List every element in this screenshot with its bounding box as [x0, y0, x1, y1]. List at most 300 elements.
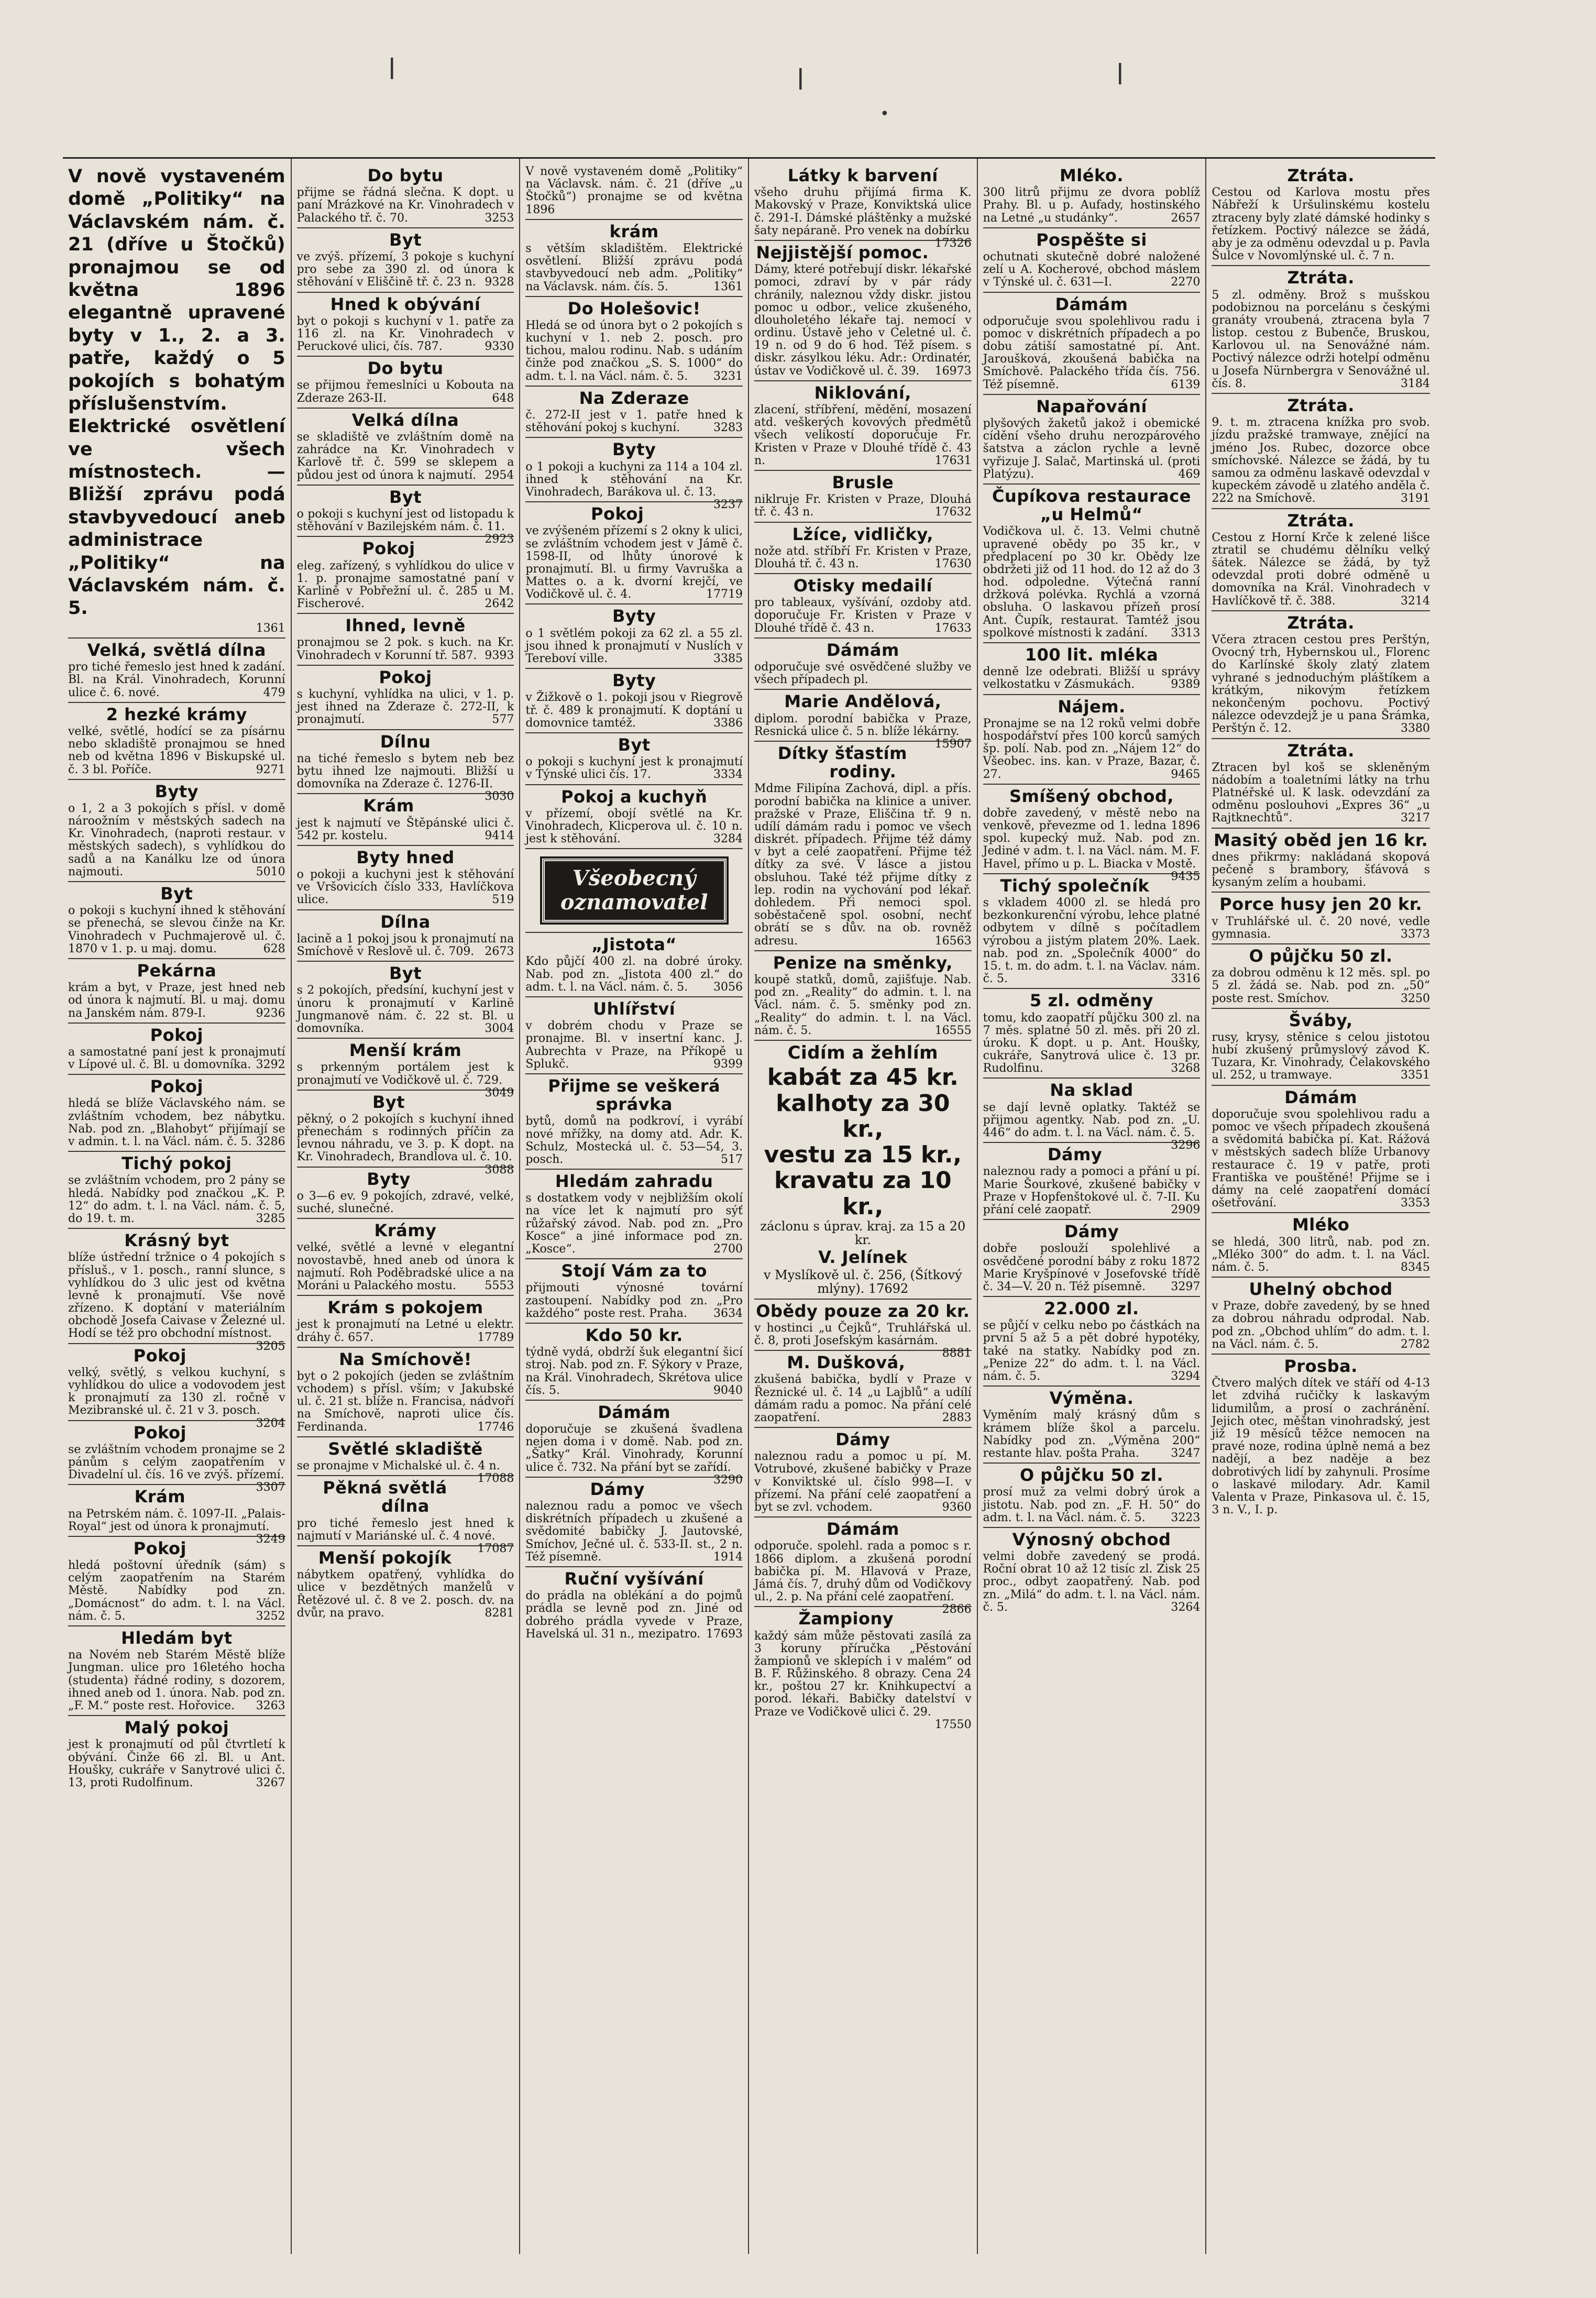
- ad-ref-number: 3351: [1400, 1069, 1430, 1082]
- column-4: [749, 159, 978, 2254]
- ad-ref-number: 2782: [1400, 1337, 1430, 1351]
- classified-ad: [1212, 1213, 1430, 1278]
- ad-heading: Pokoj: [591, 504, 644, 524]
- ad-heading: Lžíce, vidličky,: [792, 524, 934, 544]
- banner-line-2: oznamovatel: [560, 890, 708, 915]
- classified-ad: [296, 1437, 514, 1486]
- ad-ref-number: 9393: [485, 648, 514, 662]
- classified-ad: [525, 604, 743, 669]
- classified-ad: [525, 669, 743, 733]
- classified-ad: [297, 962, 514, 1039]
- classified-ad: [525, 785, 743, 850]
- classified-ad: [754, 639, 972, 690]
- classified-ad: [754, 1351, 972, 1428]
- ad-heading: Pekárna: [137, 960, 217, 981]
- ad-ref-number: 3294: [1171, 1370, 1201, 1383]
- ad-body: týdně vydá, obdrží šuk elegantní šicí stroj. Nab. pod zn. F. Sýkory v Praze, na Král. Vinohradech, Skrétova ulice čís. 5. 9040: [525, 1346, 743, 1397]
- ad-body: koupě statků, domů, zajišťuje. Nab. pod zn. „Reality“ do admin. t. l. na Václ. nám. č. 5. směnky pod zn. „Reality“ do admin. t. l. na Václ. nám. č. 5. 16555: [754, 973, 972, 1037]
- ad-body: velké, světlé a levné v elegantní novostavbě, hned aneb od února k najmutí. Roh Poděbradské ulice a na Moráni u Palackého mostu. 5553: [296, 1241, 514, 1292]
- ad-body: dnes přikrmy: nakládaná skopová pečeně s brambory, šťávová s kysaným zelím a houbami.: [1212, 850, 1430, 889]
- classified-ad: [525, 1259, 743, 1324]
- classified-ad: [525, 933, 743, 997]
- ad-body: naleznou rady a pomoci a přání u pí. Marie Šourkové, zkušené babičky v Praze v Hopfenštokové ul. č. 7-II. Ku přání celé zaopatř. 2909: [983, 1165, 1201, 1216]
- ad-ref-number: 17632: [934, 505, 972, 519]
- ad-heading: Krám s pokojem: [327, 1298, 483, 1318]
- classified-ad: [1212, 266, 1430, 394]
- ad-ref-number: 3253: [485, 211, 514, 225]
- lead-ad-text: V nově vystaveném domě „Politiky“ na Václavském nám. č. 21 (dříve u Štočků) pronajmou se od května 1896 elegantně upravené byty v 1., 2. a 3. patře, každý o 5 pokojích s bohatým příslušenstvím. Elektrické osvětlení ve všech místnostech. — Bližší zprávu podá stavbyvedoucí aneb administrace „Politiky“ na Václavském nám. č. 5.: [68, 166, 285, 619]
- classified-ad: [754, 1428, 972, 1518]
- ad-ref-number: 5010: [256, 865, 285, 878]
- ad-body: Pronajme se na 12 roků velmi dobře hospodářství přes 100 korců samých šp. polí. Nab. pod zn. „Nájem 12“ do Všeobec. ins. kan. v Praze, Bazar, č. 27. 9465: [983, 717, 1201, 781]
- ad-heading: Kdo 50 kr.: [585, 1325, 683, 1345]
- ad-body: tomu, kdo zaopatří půjčku 300 zl. na 7 měs. splatné 50 zl. měs. při 20 zl. úroku. K dopt. u p. Ant. Houšky, cukráře, Sanytrová ulice č. 13 pr. Rudolfinu. 3268: [983, 1011, 1201, 1075]
- classified-ad: [983, 1528, 1201, 1617]
- ad-heading: Ihned, levně: [345, 615, 466, 636]
- ad-heading: Krám: [363, 796, 414, 816]
- classified-ad: [754, 1300, 972, 1360]
- ad-body: v Žižkově o 1. pokoji jsou v Riegrově tř. č. 489 k pronajmutí. K doptání u domovnice tamtéž. 3386: [525, 691, 743, 730]
- classified-ad: [1212, 1355, 1430, 1519]
- ad-heading: Tichý společník: [1000, 875, 1150, 896]
- ad-ref-number: 15907: [934, 737, 972, 751]
- ad-body: o pokoji s kuchyní jest k pronajmutí v Týnské ulici čís. 17. 3334: [525, 755, 743, 782]
- ad-ref-number: 9465: [1171, 767, 1201, 781]
- ad-heading: 100 lit. mléka: [1025, 645, 1159, 665]
- ad-heading: Na Smíchově!: [339, 1349, 472, 1369]
- ad-heading: Světlé skladiště: [328, 1438, 483, 1459]
- classified-ad: [68, 1344, 285, 1430]
- ad-ref-number: 3268: [1171, 1062, 1201, 1075]
- ad-body: o pokoji s kuchyní jest od listopadu k stěhování v Bazilejském nám. č. 11. 2923: [296, 507, 514, 546]
- ad-ref-number: 16555: [934, 1024, 972, 1037]
- ad-body: blíže ústřední tržnice o 4 pokojích s přísluš., v 1. posch., ranní slunce, s vyhlídkou do 3 ulic jest od května levně k pronajmutí. Vše nově zřízeno. K doptání v materiálním obchodě Josefa Caivase v Železné ul. Hodí se též pro obchodní místnost. 3205: [68, 1251, 285, 1353]
- ad-heading: Dámy: [835, 1430, 890, 1450]
- ad-body: se půjčí v celku nebo po částkách na první 5 až 5 a pět dobré hypotéky, také na statky. Nabídky pod zn. „Penize 22“ do adm. t. l. na Václ. nám. č. 5. 3294: [983, 1319, 1201, 1383]
- classified-ad: [983, 228, 1201, 293]
- ad-ref-number: 3385: [713, 652, 743, 665]
- column-1: [63, 159, 292, 2254]
- ad-heading: Marie Andělová,: [784, 691, 942, 712]
- ad-body: 5 zl. odměny. Brož s mušskou podobiznou na porcelánu s českými granáty vroubená, ztracena byla 7 listop. cestou z Bubenče, Bruskou, Karlovou ul. na Senovážné nám. Poctivý nálezce održi hotelpí odměnu u Josefa Nürnbergra v Senovážné ul. čís. 8. 3184: [1212, 288, 1430, 390]
- ad-heading: „Jistota“: [591, 934, 677, 955]
- ad-body: o 3—6 ev. 9 pokojích, zdravé, velké, suché, slunečné.: [296, 1189, 514, 1215]
- ad-heading: Penize na směnky,: [773, 952, 953, 973]
- ad-heading: Pěkná světlá dílna: [323, 1478, 447, 1516]
- ad-body: krám a byt, v Praze, jest hned neb od února k najmutí. Bl. u maj. domu na Janském nám. 879-I. 9236: [68, 981, 285, 1020]
- ad-heading: Pokoj: [133, 1538, 186, 1558]
- classified-ad: [754, 471, 972, 523]
- ad-body: Mdme Filipína Zachová, dipl. a přís. porodní babička na klinice a univer. pražské v Praze, Eliščina tř. 9 n. udílí dámám radu i pomoc ve všech diskrét. případech. Přijme též dámy v byt a celé zaopatření. Přijme též dítky za své. V lásce a jistou obsluhou. Také též přijme dítky z lep. rodin na vychování pod lékař. dohledem. Při nemoci spol. soběstačeně spol. osobní, nechť obrátí se s dův. na ob. rovněž adresu. 16563: [754, 782, 972, 948]
- ad-heading: Ztráta.: [1287, 510, 1355, 531]
- ad-body: o pokoji a kuchyni jest k stěhování ve Vršovicích číslo 333, Havlíčkova ulice. 519: [296, 868, 514, 907]
- mark-1: ǀ: [388, 52, 397, 86]
- ad-heading: Byty: [612, 439, 656, 460]
- ad-heading: Stojí Vám za to: [561, 1261, 707, 1281]
- ad-heading: Dítky šťastím rodiny.: [777, 743, 907, 782]
- ad-heading: Uhelný obchod: [1249, 1279, 1393, 1300]
- ad-body: ochutnati skutečně dobré naložené zelí u A. Kocherové, obchod máslem v Týnské ul. č. 631—I. 2270: [983, 250, 1201, 289]
- ad-heading: O půjčku 50 zl.: [1249, 945, 1393, 966]
- ad-body: na Novém neb Starém Městě blíže Jungman. ulice pro 16letého hocha (studenta) řádné rodiny, s dozorem, ihned aneb od 1. února. Nab. pod zn. „F. M.“ poste rest. Hořovice. 3263: [68, 1648, 285, 1712]
- classified-ad: [297, 537, 514, 614]
- ad-ref-number: 517: [720, 1152, 743, 1166]
- ad-body: na Petrském nám. č. 1097-II. „Palais-Royal“ jest od února k pronajmutí. 3249: [68, 1507, 285, 1546]
- classified-ad: [525, 1170, 743, 1259]
- ad-ref-number: 3290: [713, 1473, 743, 1487]
- ad-heading: Žampiony: [798, 1609, 894, 1629]
- ad-heading: Uhlířství: [593, 999, 676, 1019]
- classified-ad: [297, 1546, 514, 1622]
- classified-ad: [68, 703, 285, 780]
- classified-ad: [68, 1716, 285, 1792]
- ad-body: Vyměním malý krásný dům s krámem blíže škol a parcelu. Nabídky pod zn. „Výměna 200“ restante hlav. pošta Praha. 3247: [983, 1409, 1201, 1460]
- ad-ref-number: 3250: [1400, 992, 1430, 1005]
- ad-ref-number: 3263: [256, 1699, 285, 1712]
- ad-ref-number: 9040: [713, 1383, 743, 1397]
- ad-ref-number: 17550: [934, 1718, 972, 1731]
- classified-ad: [297, 666, 514, 730]
- ad-ref-number: 2954: [485, 468, 514, 482]
- ad-heading: Mléko: [1292, 1215, 1350, 1235]
- ad-body: rusy, krysy, stěnice s celou jistotou hubí zkušený průmyslový závod K. Tuzara, Kr. Vinohrady, Čelakovského ul. 252, u tramwaye. 3351: [1212, 1030, 1430, 1082]
- ad-ref-number: 17746: [477, 1420, 514, 1434]
- ad-heading: Pokoj: [133, 1422, 186, 1443]
- classified-ad: [68, 882, 285, 959]
- classified-ad: [525, 1567, 743, 1643]
- price-line: kalhoty za 30 kr.,: [776, 1090, 950, 1142]
- ad-heading: Cidím a žehlím: [787, 1042, 939, 1063]
- ad-body: zlacení, stříbření, mědění, mosazení atd. veškerých kovových předmětů všech velikostí doporučuje Fr. Kristen v Praze v Dlouhé třídě č. 43 n. 17631: [754, 403, 972, 467]
- ad-heading: Ztráta.: [1287, 268, 1355, 288]
- ad-heading: Pokoj: [362, 538, 415, 559]
- classified-ad: [754, 742, 972, 951]
- ad-body: pro tiché řemeslo jest hned k zadání. Bl. na Král. Vinohradech, Korunní ulice č. 6. nové. 479: [68, 661, 285, 699]
- classified-ad: [1212, 1278, 1430, 1355]
- ad-ref-number: 6139: [1171, 378, 1201, 391]
- classified-ad: [297, 910, 514, 962]
- ad-ref-number: 3264: [1171, 1600, 1201, 1614]
- ad-body: přijmouti výnosné tovární zastoupení. Nabídky pod zn. „Pro každého“ poste rest. Praha. 3634: [525, 1281, 743, 1320]
- ad-body: naleznou radu a pomoc ve všech diskrétních případech u zkušené a svědomité babičky J. Jautovské, Smíchov, Ječné ul. č. 533-II. st., 2 n. Též písemně. 1914: [525, 1500, 743, 1564]
- column-5: [978, 159, 1207, 2254]
- ad-ref-number: 1361: [713, 280, 743, 293]
- curtain-price: záclonu s úprav. kraj. za 15 a 20 kr.: [760, 1218, 966, 1248]
- mark-2: ǀ: [796, 63, 805, 97]
- classified-ad: [983, 1464, 1201, 1528]
- ad-heading: Byt: [160, 884, 193, 904]
- ad-heading: Menší pokojík: [318, 1547, 452, 1568]
- classified-ad: [297, 409, 514, 486]
- ad-ref-number: 2642: [485, 597, 514, 611]
- ad-body: Cestou z Horní Krče k zelené lišce ztratil se chudému dělníku velký šátek. Nálezce se žádá, by tyž odevzdal proti dobré odměně u domovníka na Král. Vinohradech v Havlíčkově tř. č. 388. 3214: [1212, 531, 1430, 608]
- ad-heading: Dámy: [590, 1479, 645, 1499]
- ad-body: eleg. zařízený, s vyhlídkou do ulice v 1. p. pronajme samostatné paní v Karlině v Pobřežní ul. č. 285 u M. Fischerové. 2642: [296, 559, 514, 611]
- ad-ref-number: 17633: [934, 621, 972, 635]
- ad-ref-number: 9330: [485, 340, 514, 354]
- ad-heading: Pokoj: [150, 1025, 203, 1045]
- classified-ad: [754, 164, 972, 250]
- column-6: [1206, 159, 1435, 2254]
- ad-body: a samostatné paní jest k pronajmutí v Lípové ul. č. Bl. u domovníka. 3292: [68, 1045, 285, 1072]
- ad-heading: 22.000 zl.: [1044, 1299, 1139, 1319]
- ad-heading: Čupíkova restaurace „u Helmů“: [992, 486, 1191, 525]
- ad-body: Cestou od Karlova mostu přes Nábřeží k Uršulinskému kostelu ztraceny byly zlaté dámské hodinky s řetízkem. Poctivý nálezce se žádá, aby je za odměnu odevzdal u p. Pavla Šulce v Novomlýnské ul. č. 7 n.: [1212, 186, 1430, 263]
- ad-body: nábytkem opatřený, vyhlídka do ulice v bezdětných manželů v Řetězové ul. č. 8 ve 2. posch. dv. na dvůr, na pravo. 8281: [296, 1568, 514, 1620]
- ad-ref-number: 3284: [713, 832, 743, 846]
- ad-body: se dají levně oplatky. Taktéž se přijmou agentky. Nab. pod zn. „U. 446“ do adm. t. l. na Václ. nám. č. 5. 3296: [983, 1101, 1201, 1152]
- ad-body: nože atd. stříbří Fr. Kristen v Praze, Dlouhá tř. č. 43 n. 17630: [754, 544, 972, 570]
- ad-heading: Byt: [372, 1092, 405, 1112]
- ad-body: v Praze, dobře zavedený, by se hned za dobrou náhradu odprodal. Nab. pod zn. „Obchod uhlím“ do adm. t. l. na Václ. nám. č. 5. 2782: [1212, 1300, 1430, 1351]
- classified-ad: [68, 959, 285, 1024]
- cleaning-price-ad: [754, 1041, 972, 1300]
- classified-ad: [68, 639, 285, 703]
- ad-body: diplom. porodní babička v Praze, Resnická ulice č. 5 n. blíže lékárny. 15907: [754, 712, 972, 751]
- ad-body: plyšových žaketů jakož i obemické cídění všeho druhu nerozpárového šatstva a záclon rychle a levně vyřizuje J. Salač, Martinská ul. (proti Platýzu). 469: [983, 417, 1201, 481]
- ad-ref-number: 3316: [1171, 972, 1201, 986]
- ad-body: byt o 2 pokojích (jeden se zvláštním vchodem) s přísl. vším; v Jakubské ul. č. 21 st. blíže n. Francisa, nádvoří na Smíchově, naproti ulice čís. Ferdinanda. 17746: [296, 1369, 514, 1434]
- ad-body: jest k pronajmutí na Letné u elektr. dráhy č. 657. 17789: [296, 1318, 514, 1344]
- ad-ref-number: 3214: [1400, 594, 1430, 608]
- banner-line-1: Všeobecný: [572, 866, 696, 891]
- ad-ref-number: 3237: [713, 498, 743, 512]
- ad-ref-number: 519: [492, 893, 514, 907]
- ad-heading: 5 zl. odměny: [1030, 991, 1153, 1011]
- ad-heading: Porce husy jen 20 kr.: [1219, 894, 1423, 915]
- ad-ref-number: 3292: [256, 1058, 285, 1072]
- mark-4: •: [880, 105, 889, 123]
- classified-ad: [68, 1421, 285, 1494]
- classified-ad: [1212, 893, 1430, 944]
- classified-ad: [754, 690, 972, 751]
- classified-ad: [1212, 1009, 1430, 1086]
- classified-ad: [297, 1296, 514, 1348]
- ad-body: 9. t. m. ztracena knížka pro svob. jízdu pražské tramwaye, znějící na jméno Jos. Rubec, dozorce obce smíchovské. Nálezce se žádá, by tu samou za odměnu laskavě odevzdal v kupeckém závodě u zlatého anděla č. 222 na Smíchově. 3191: [1212, 416, 1430, 505]
- classified-ad: [68, 1229, 285, 1353]
- ad-ref-number: 16563: [934, 934, 972, 948]
- ad-heading: Mléko.: [1059, 166, 1124, 185]
- ad-ref-number: 3049: [485, 1086, 514, 1099]
- ad-body: s 2 pokojích, předsíní, kuchyní jest v únoru k pronajmutí v Karlině Jungmanově nám. č. 22 st. Bl. u domovníka. 3004: [296, 984, 514, 1035]
- lead-ad-ref: 1361: [256, 621, 285, 635]
- ad-body: ve zvýšeném přízemí s 2 okny k ulici, se zvláštním vchodem jest v Jámě č. 1598-II, od lhůty únorové k pronajmutí. Bl. u firmy Vavruška a Mattes o. a k. dvorní krejčí, ve Vodičkově ul. č. 4. 17719: [525, 524, 743, 601]
- ad-heading: Dílnu: [380, 731, 431, 752]
- classified-ad: [68, 1152, 285, 1229]
- column-3: [520, 159, 749, 2254]
- ad-body: doporučuje se zkušená švadlena nejen doma i v domě. Nab. pod zn. „Šatky“ Král. Vinohrady, Korunní ulice č. 732. Na přání byt se zařídí. 3290: [525, 1423, 743, 1487]
- ad-ref-number: 3386: [713, 716, 743, 730]
- page-top-marks: [367, 31, 1257, 136]
- ad-ref-number: 16973: [934, 364, 972, 378]
- ad-heading: Byty hned: [356, 847, 455, 867]
- ad-body: velmi dobře zavedený se prodá. Roční obrat 10 až 12 tisíc zl. Zisk 25 proc., odbyt zaopatřený. Nab. pod zn. „Milá“ do adm. t. l. na Václ. nám. č. 5. 3264: [983, 1550, 1201, 1614]
- ad-body: Kdo půjčí 400 zl. na dobré úroky. Nab. pod zn. „Jistota 400 zl.“ do adm. t. l. na Václ. nám. č. 5. 3056: [525, 955, 743, 994]
- ad-body: pro tiché řemeslo jest hned k najmutí v Mariánské ul. č. 4 nové. 17087: [296, 1516, 514, 1555]
- ad-ref-number: 3285: [256, 1212, 285, 1225]
- column-2: [292, 159, 521, 2254]
- ad-body: hledá se blíže Václavského nám. se zvláštním vchodem, bez nábytku. Nab. pod zn. „Blahobyt“ přijímají se v admin. t. l. na Václ. nám. č. 5. 3286: [68, 1097, 285, 1148]
- classified-ad: [297, 1348, 514, 1437]
- advertiser-address: v Myslíkově ul. č. 256, (Šítkový mlýny). 17692: [763, 1267, 962, 1296]
- ad-ref-number: 17088: [477, 1472, 514, 1486]
- classified-ad: [296, 486, 514, 546]
- price-line: kravatu za 10 kr.,: [774, 1167, 952, 1220]
- ad-body: s prkenným portálem jest k pronajmutí ve Vodičkově ul. č. 729. 3049: [296, 1061, 514, 1099]
- mark-3: ǀ: [1116, 58, 1125, 92]
- ad-ref-number: 3353: [1400, 1196, 1430, 1210]
- ad-body: V nově vystaveném domě „Politiky“ na Václavsk. nám. č. 21 (dříve „u Štočků“) pronajme se od května 1896: [525, 165, 743, 216]
- ad-body: pro tableaux, vyšívání, ozdoby atd. doporučuje Fr. Kristen v Praze v Dlouhé třídě č. 43 n. 17633: [754, 596, 972, 635]
- classified-columns: [63, 157, 1435, 2254]
- ad-ref-number: 577: [492, 713, 514, 727]
- ad-body: o 1 světlém pokoji za 62 zl. a 55 zl. jsou ihned k pronajmutí v Nuslích v Tereboví ville. 3385: [525, 626, 743, 665]
- ad-ref-number: 17087: [477, 1542, 514, 1555]
- ad-body: doporučuje svou spolehlivou radu a pomoc ve všech případech zkoušená a svědomitá babička pí. Kat. Rážová v městských sadech blíže Urbanovy restaurace č. 19 v patře, proti Františka ve pouštěné! Přijme se i dámy na celé zaopatření domácí ošetřování. 3353: [1212, 1107, 1430, 1210]
- ad-heading: Dámám: [826, 640, 899, 660]
- classified-ad: [983, 1387, 1201, 1464]
- ad-ref-number: 3313: [1171, 626, 1201, 640]
- ad-ref-number: 2700: [713, 1243, 743, 1256]
- ad-heading: Byty: [367, 1169, 411, 1189]
- ad-body: zkušená babička, bydlí v Praze v Řeznické ul. č. 14 „u Lajblů“ a udílí dámám radu a pomoc. Na přání celé zaopatření. 2883: [754, 1373, 972, 1424]
- ad-heading: Hned k obývání: [330, 294, 481, 314]
- ad-heading: Ruční vyšívání: [564, 1568, 704, 1589]
- classified-ad: [297, 228, 514, 293]
- ad-ref-number: 628: [263, 942, 285, 955]
- ad-body: s kuchyní, vyhlídka na ulici, v 1. p. jest ihned na Zderaze č. 272-II, k pronajmutí. 577: [296, 688, 514, 727]
- ad-ref-number: 3634: [713, 1306, 743, 1320]
- ad-heading: Tichý pokoj: [122, 1153, 232, 1174]
- ad-ref-number: 3223: [1171, 1511, 1201, 1524]
- ad-heading: Krásný byt: [124, 1230, 229, 1251]
- ad-heading: Smíšený obchod,: [1009, 786, 1174, 806]
- classified-ad: [297, 357, 514, 409]
- ad-body: pěkný, o 2 pokojích s kuchyní ihned přenechám s rodinných příčin za levnou náhradu, ve 3. p. K dopt. na Kr. Vinohradech, Brandlova ul. č. 10. 3088: [296, 1112, 514, 1177]
- ad-body: prosí muž za velmi dobrý úrok a jistotu. Nab. pod zn. „F. H. 50“ do adm. t. l. na Václ. nám. č. 5. 3223: [983, 1486, 1201, 1524]
- classified-ad: [525, 1401, 743, 1487]
- classified-ad: [297, 164, 514, 228]
- ad-ref-number: 3184: [1400, 377, 1430, 390]
- ad-ref-number: 3296: [1171, 1139, 1201, 1152]
- ad-body: Ztracen byl koš se skleněným nádobím a toaletními látky na trhu Platnéřské ul. K lask. odevzdání za odměnu poslouhovi „Expres 36“ „u Rajtknechtů“. 3217: [1212, 761, 1430, 825]
- classified-ad: [525, 438, 743, 512]
- ad-ref-number: 469: [1178, 467, 1201, 481]
- ad-ref-number: 9271: [256, 763, 285, 776]
- ad-heading: Niklování,: [814, 382, 911, 403]
- ad-heading: Pospěšte si: [1036, 229, 1147, 250]
- ad-ref-number: 648: [492, 391, 514, 405]
- classified-ad: [1212, 611, 1430, 739]
- ad-heading: Byty: [612, 606, 656, 626]
- ad-heading: Prosba.: [1284, 1356, 1358, 1376]
- ad-heading: Dámy: [1064, 1222, 1119, 1242]
- ad-body: do prádla na oblékání a do pojmů prádla se levně pod zn. Jiné od dobrého prádla vyvede v Praze, Havelská ul. 31 n., mezipatro. 17693: [525, 1589, 743, 1641]
- ad-heading: krám: [609, 221, 659, 241]
- ad-body: se přijmou řemeslníci u Kobouta na Zderaze 263-II. 648: [296, 379, 514, 405]
- classified-ad: [1212, 1086, 1430, 1214]
- ad-body: každý sám může pěstovati zasílá za 3 koruny příručka „Pěstování žampionů ve sklepích i v malém“ od B. F. Růžinského. 8 obrazy. Cena 24 kr., poštou 27 kr. Knihkupectví a porod. lékaři. Babičky datelství v Praze ve Vodičkově ulici č. 29. 17550: [754, 1629, 972, 1731]
- ad-body: s vkladem 4000 zl. se hledá pro bezkonkurenční výrobu, lehce platné odbytem v dílně s počítadlem výrobou a jistým platem 20%. Laek. nab. pod zn. „Společník 4000“ do 15. t. m. do adm. t. l. na Václav. nám. č. 5. 3316: [983, 896, 1201, 986]
- ad-body: pronajmou se 2 pok. s kuch. na Kr. Vinohradech v Korunní tř. 587. 9393: [296, 636, 514, 662]
- ad-ref-number: 1914: [713, 1550, 743, 1564]
- classified-ad: [983, 485, 1201, 643]
- ad-ref-number: 8345: [1400, 1260, 1430, 1274]
- ad-body: Včera ztracen cestou pres Perštýn, Ovocný trh, Hybernskou ul., Florenc do Karlínské školy zlatý zlatem vyhrané s jednoduchým pláštíkem a krátkým, nikovým řetízkem nekončeným pochovu. Poctivý nálezce odevzdejž je u pana Šrámka, Perštýn č. 12. 3380: [1212, 633, 1430, 735]
- ad-heading: Dámám: [826, 1519, 899, 1540]
- ad-heading: Do bytu: [367, 358, 444, 379]
- ad-ref-number: 5553: [485, 1279, 514, 1292]
- ad-ref-number: 3004: [485, 1021, 514, 1035]
- classified-ad: [525, 220, 743, 297]
- ad-ref-number: 3334: [713, 768, 743, 782]
- ad-ref-number: 3088: [485, 1163, 514, 1177]
- classified-ad: [754, 1607, 972, 1731]
- ad-heading: Byty: [155, 781, 199, 801]
- classified-ad: [983, 1079, 1201, 1152]
- ad-ref-number: 2673: [485, 945, 514, 958]
- ad-heading: Hledám byt: [121, 1628, 233, 1648]
- classified-ad: [68, 1537, 285, 1626]
- ad-ref-number: 9328: [485, 276, 514, 289]
- ad-body: byt o pokoji s kuchyní v 1. patře za 116 zl. na Kr. Vinohradech v Peruckové ulici, čís. 787. 9330: [296, 314, 514, 354]
- ad-heading: Byt: [618, 734, 651, 755]
- ad-ref-number: 9360: [942, 1501, 972, 1514]
- ad-ref-number: 3297: [1171, 1280, 1201, 1293]
- ad-ref-number: 3283: [713, 421, 743, 435]
- classified-ad: [68, 1075, 285, 1152]
- ad-body: hledá poštovní úředník (sám) s celým zaopatřením na Starém Městě. Nabídky pod zn. „Domácnost“ do adm. t. l. na Václ. nám. č. 5. 3252: [68, 1559, 285, 1623]
- ad-heading: Brusle: [832, 472, 894, 492]
- ad-heading: Ztráta.: [1287, 395, 1355, 415]
- classified-ad: [983, 695, 1201, 785]
- classified-ad: [525, 1478, 743, 1567]
- ad-body: jest k najmutí ve Štěpánské ulici č. 542 pr. kostelu. 9414: [296, 816, 514, 842]
- ad-ref-number: 3217: [1400, 811, 1430, 825]
- ad-heading: Krámy: [374, 1221, 437, 1241]
- ad-heading: Pokoj: [133, 1345, 186, 1366]
- ad-ref-number: 3056: [713, 980, 743, 994]
- ad-body: jest k pronajmutí od půl čtvrtletí k obývání. Činže 66 zl. Bl. u Ant. Houšky, cukráře v Sanytrové ulici č. 13, proti Rudolfinum. 3267: [68, 1738, 285, 1789]
- classified-ad: [1212, 944, 1430, 1009]
- classified-ad: [525, 1074, 743, 1170]
- ad-heading: Výnosný obchod: [1012, 1529, 1171, 1549]
- ad-ref-number: 3286: [256, 1135, 285, 1148]
- classified-ad: [983, 874, 1201, 989]
- ad-body: se zvláštním vchodem, pro 2 pány se hledá. Nabídky pod značkou „K. P. 12“ do adm. t. l. na Václ. nám. č. 5, do 19. t. m. 3285: [68, 1174, 285, 1225]
- ad-body: o pokoji s kuchyní ihned k stěhování se přenechá, se slevou činže na Kr. Vinohradech v Puchmajerově ul. č. 1870 v 1. p. u maj. domu. 628: [68, 904, 285, 955]
- ad-heading: Otisky medailí: [793, 576, 932, 596]
- ad-ref-number: 17326: [934, 236, 972, 250]
- ad-heading: Velká, světlá dílna: [87, 640, 266, 660]
- classified-ad: [68, 1626, 285, 1716]
- ad-ref-number: 9414: [485, 829, 514, 842]
- ad-body: velký, světlý, s velkou kuchyní, s vyhlídkou do ulice a vodovodem jest k pronajmutí za 130 zl. ročně v Mezibranské ul. č. 21 v 3. posch. 3204: [68, 1366, 285, 1430]
- classified-ad: [525, 164, 743, 220]
- classified-ad: [754, 381, 972, 471]
- ad-heading: Obědy pouze za 20 kr.: [756, 1301, 970, 1321]
- classified-ad: [1212, 509, 1430, 611]
- ad-body: dobře zavedený, v městě nebo na venkově, převezme od 1. ledna 1896 spol. kupecký muž. Nab. pod zn. Jediné v adm. t. l. na Václ. nám. M. F. Havel, přímo u p. L. Biacka v Mostě. 9435: [983, 806, 1201, 883]
- ad-ref-number: 9236: [256, 1006, 285, 1020]
- classified-ad: [297, 293, 514, 357]
- ad-heading: Napařování: [1036, 396, 1147, 416]
- ad-body: 300 litrů přijmu ze dvora poblíž Prahy. Bl. u p. Aufady, hostinského na Letné „u studánky“. 2657: [983, 186, 1201, 225]
- classified-ad: [754, 951, 972, 1041]
- ad-body: bytů, domů na podkroví, i vyrábí nové mřížky, na domy atd. Adr. K. Schulz, Mostecká ul. č. 53—54, 3. posch. 517: [525, 1115, 743, 1166]
- ad-heading: Dámám: [1284, 1087, 1358, 1107]
- classified-ad: [754, 241, 972, 381]
